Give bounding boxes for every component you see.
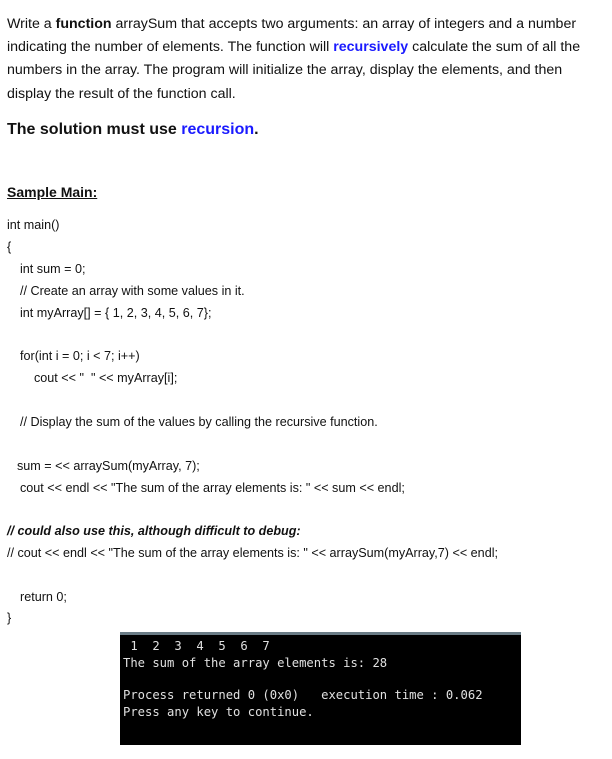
code-line: int myArray[] = { 1, 2, 3, 4, 5, 6, 7}; [20, 306, 212, 320]
code-line: return 0; [20, 590, 67, 604]
code-line: cout << endl << "The sum of the array elements is: " << sum << endl; [20, 481, 405, 495]
intro-text-3: calculate the sum of all the numbers in the array. The program will initialize the array, display the elements, and then display the result of the function call. [7, 39, 581, 102]
code-line: // Create an array with some values in it. [20, 284, 245, 298]
requirement-text: The solution must use [7, 121, 182, 138]
console-line: Process returned 0 (0x0) execution time : 0.062 [123, 688, 483, 702]
code-line: } [7, 611, 12, 625]
problem-statement [7, 13, 607, 106]
code-line: { [7, 240, 12, 254]
intro-text-1: Write a [7, 16, 56, 32]
intro-text-2: arraySum that accepts two arguments: an array of integers and a number indicating the number of elements. The function will [7, 16, 577, 56]
console-line: The sum of the array elements is: 28 [123, 656, 388, 670]
code-line: sum = << arraySum(myArray, 7); [17, 459, 200, 473]
code-line: int sum = 0; [20, 262, 86, 276]
code-line: // cout << endl << "The sum of the array elements is: " << arraySum(myArray,7) << endl; [7, 546, 498, 560]
code-line: // Display the sum of the values by calling the recursive function. [20, 415, 378, 429]
console-line: 1 2 3 4 5 6 7 [123, 639, 270, 653]
code-line: // could also use this, although difficult to debug: [7, 524, 301, 538]
sample-main-heading: Sample Main: [7, 184, 98, 200]
intro-bold-function: function [55, 16, 112, 32]
console-output [120, 632, 521, 745]
requirement-highlight: recursion [181, 121, 255, 138]
requirement-period: . [254, 121, 259, 138]
console-line: Press any key to continue. [123, 705, 314, 719]
code-line: cout << " " << myArray[i]; [34, 371, 178, 385]
intro-bold-recursively: recursively [333, 39, 409, 56]
code-line: for(int i = 0; i < 7; i++) [20, 349, 140, 363]
code-line: int main() [7, 218, 60, 232]
recursion-requirement [7, 119, 259, 141]
